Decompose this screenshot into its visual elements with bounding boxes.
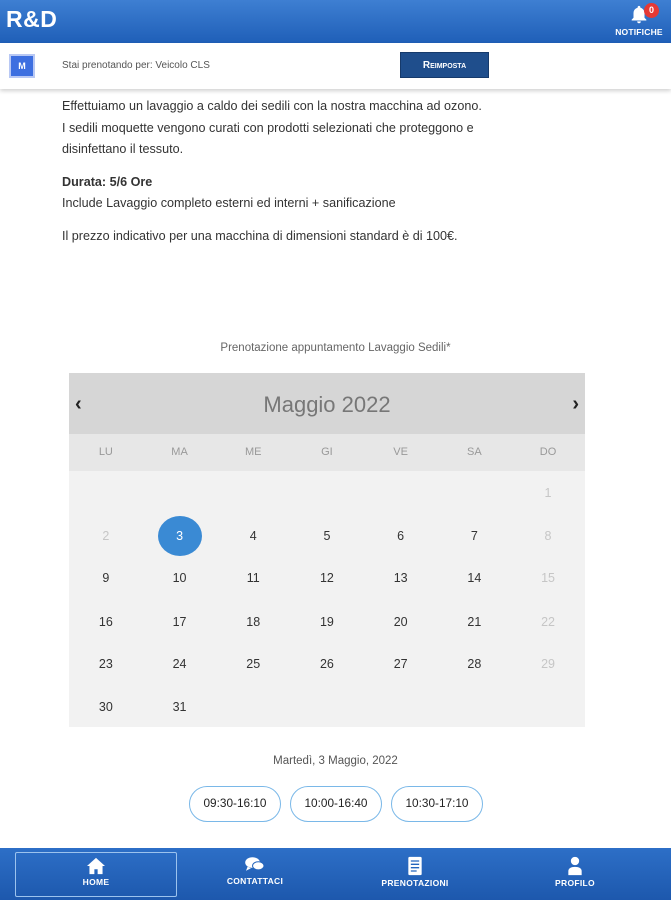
nav-item-profilo[interactable]	[495, 852, 655, 897]
notification-badge: 0	[644, 3, 659, 18]
nav-item-prenotazioni[interactable]	[335, 852, 495, 897]
calendar-day: 15	[541, 571, 555, 585]
calendar-day[interactable]: 14	[467, 571, 482, 585]
service-description	[62, 96, 582, 247]
calendar-day: 1	[544, 486, 552, 500]
weekday-label: MA	[171, 446, 188, 458]
calendar-month: Maggio 2022	[263, 392, 391, 417]
calendar-day[interactable]: 6	[397, 529, 405, 543]
weekday-label: GI	[321, 446, 333, 458]
calendar-day[interactable]: 18	[246, 615, 261, 629]
calendar-day[interactable]: 16	[98, 615, 113, 629]
bottom-navigation	[0, 848, 671, 900]
calendar-day[interactable]: 19	[319, 615, 334, 629]
booking-for-text: Stai prenotando per: Veicolo CLS	[62, 60, 210, 71]
calendar-day-selected[interactable]: 3	[158, 516, 202, 556]
calendar-header	[69, 373, 585, 434]
weekday-label: ME	[244, 446, 262, 458]
calendar-day: 2	[102, 529, 110, 543]
brand-logo: R&D	[6, 6, 58, 32]
includes-text: Include Lavaggio completo esterni ed interni + sanificazione	[62, 196, 396, 210]
chat-icon	[185, 856, 325, 874]
nav-label: HOME	[82, 877, 110, 887]
booking-strip	[0, 43, 671, 89]
calendar-day[interactable]: 17	[172, 615, 187, 629]
weekday-label: SA	[467, 446, 482, 458]
weekday-label: LU	[98, 446, 113, 458]
calendar-day[interactable]: 27	[393, 657, 408, 671]
calendar-day[interactable]: 20	[393, 615, 408, 629]
nav-label: PROFILO	[555, 878, 595, 888]
calendar-day: 22	[541, 615, 555, 629]
calendar-day[interactable]: 4	[249, 529, 257, 543]
nav-item-contattaci[interactable]	[185, 852, 325, 897]
weekday-row	[69, 434, 585, 471]
calendar-day: 29	[541, 657, 555, 671]
home-icon	[16, 857, 176, 875]
calendar-day[interactable]: 11	[246, 571, 260, 585]
weekday-label: VE	[393, 446, 408, 458]
calendar-day[interactable]: 25	[246, 657, 261, 671]
calendar-day[interactable]: 21	[467, 615, 482, 629]
calendar-day[interactable]: 28	[467, 657, 482, 671]
nav-label: PRENOTAZIONI	[381, 878, 449, 888]
time-slot-button[interactable]: 10:00-16:40	[290, 786, 382, 822]
calendar-day[interactable]: 10	[172, 571, 187, 585]
app-bar	[0, 0, 671, 43]
description-line: Effettuiamo un lavaggio a caldo dei sedili con la nostra macchina ad ozono.	[62, 99, 482, 113]
calendar-day: 8	[544, 529, 552, 543]
time-slot-button[interactable]: 09:30-16:10	[189, 786, 281, 822]
calendar-day[interactable]: 7	[470, 529, 478, 543]
reset-button[interactable]: Reimposta	[400, 52, 489, 78]
chevron-left-icon[interactable]: ‹	[75, 393, 82, 415]
notifications-label: NOTIFICHE	[615, 27, 663, 37]
document-icon	[335, 856, 495, 876]
calendar	[69, 373, 585, 727]
vehicle-logo: M	[9, 54, 35, 78]
calendar-day[interactable]: 5	[323, 529, 331, 543]
calendar-day[interactable]: 30	[98, 700, 113, 714]
user-icon	[495, 856, 655, 876]
calendar-day[interactable]: 26	[319, 657, 334, 671]
description-line: disinfettano il tessuto.	[62, 142, 184, 156]
time-slot-button[interactable]: 10:30-17:10	[391, 786, 483, 822]
description-line: I sedili moquette vengono curati con prodotti selezionati che proteggono e	[62, 120, 474, 135]
nav-label: CONTATTACI	[226, 876, 284, 886]
chevron-right-icon[interactable]: ›	[572, 393, 579, 415]
calendar-day[interactable]: 12	[319, 571, 334, 585]
selected-date-label: Martedì, 3 Maggio, 2022	[273, 755, 398, 767]
weekday-label: DO	[539, 446, 557, 458]
calendar-day[interactable]: 23	[98, 657, 113, 671]
calendar-day[interactable]: 9	[102, 571, 110, 585]
duration-label: Durata: 5/6 Ore	[62, 174, 153, 189]
nav-item-home[interactable]	[15, 852, 177, 897]
price-text: Il prezzo indicativo per una macchina di dimensioni standard è di 100€.	[62, 228, 458, 243]
calendar-day[interactable]: 31	[172, 700, 187, 714]
calendar-title: Prenotazione appuntamento Lavaggio Sedili*	[220, 342, 451, 354]
calendar-day[interactable]: 24	[172, 657, 187, 671]
calendar-day[interactable]: 13	[393, 571, 408, 585]
notifications-button[interactable]	[613, 4, 665, 42]
